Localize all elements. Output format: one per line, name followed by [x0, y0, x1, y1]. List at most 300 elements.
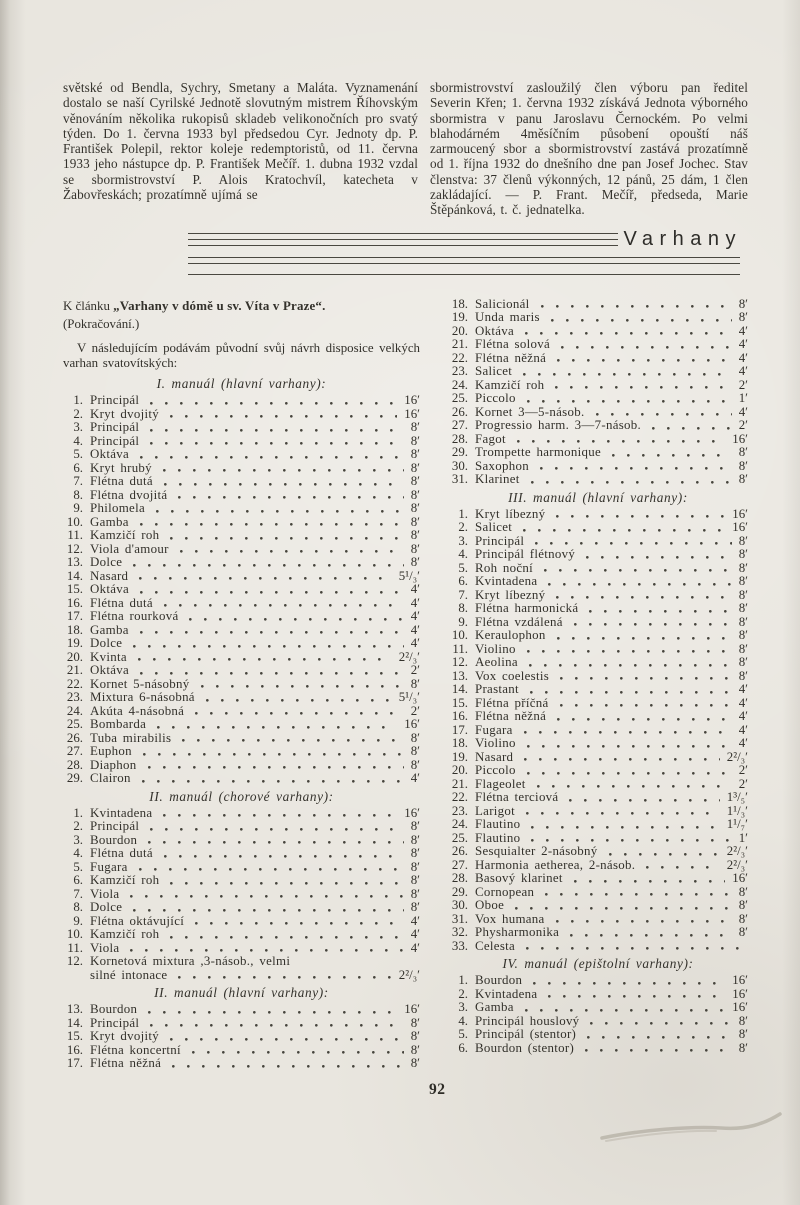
dot-leader — [170, 1038, 404, 1041]
stop-row — [63, 942, 420, 956]
stoplist-left-column — [63, 298, 420, 1071]
stop-pitch: 2²/₃′ — [398, 967, 420, 982]
stop-number: 16. — [451, 709, 468, 724]
dot-leader — [596, 413, 732, 416]
stop-row — [448, 751, 748, 765]
stop-row — [448, 311, 748, 325]
stop-name: Oktáva — [90, 663, 130, 678]
dot-leader — [530, 691, 732, 694]
stop-number: 27. — [451, 418, 468, 433]
stop-pitch: 16′ — [732, 520, 748, 535]
stop-name: Klarinet — [475, 472, 520, 487]
stop-row — [63, 969, 420, 983]
stop-row — [448, 899, 748, 913]
stop-row — [448, 974, 748, 988]
stop-pitch: 2′ — [738, 763, 748, 778]
manual-heading: III. manuál (hlavní varhany): — [508, 489, 688, 505]
stop-row — [63, 448, 420, 462]
dot-leader — [148, 841, 404, 844]
stop-name: Prastant — [475, 682, 519, 697]
stop-pitch: 8′ — [738, 655, 748, 670]
stop-name: Nasard — [475, 749, 514, 764]
dot-leader — [164, 855, 404, 858]
stop-pitch: 8′ — [738, 458, 748, 473]
stop-number: 27. — [66, 744, 83, 759]
dot-leader — [140, 672, 404, 675]
stop-name: Principál — [90, 433, 140, 448]
dot-leader — [586, 556, 732, 559]
stop-name: Principál houslový — [475, 1013, 580, 1028]
stop-pitch: 4′ — [410, 940, 420, 955]
stop-number: 9. — [73, 501, 83, 516]
dot-leader — [133, 909, 403, 912]
dot-leader — [140, 523, 404, 526]
stop-pitch: 2²/₃′ — [398, 649, 420, 664]
stop-name: Piccolo — [475, 763, 516, 778]
stop-name: Saxophon — [475, 458, 529, 473]
stop-row — [448, 1015, 748, 1029]
stop-name: Fagot — [475, 431, 506, 446]
stop-number: 17. — [451, 722, 468, 737]
stop-pitch: 8′ — [410, 676, 420, 691]
stop-name: Kryt hrubý — [90, 460, 152, 475]
stop-row — [448, 697, 748, 711]
divider-rule — [188, 263, 740, 264]
stop-pitch: 8′ — [738, 641, 748, 656]
stop-row — [63, 556, 420, 570]
stop-row — [63, 1017, 420, 1031]
manual-heading: II. manuál (chorové varhany): — [149, 788, 334, 804]
stop-number: 14. — [66, 1015, 83, 1030]
stop-row — [63, 901, 420, 915]
stop-pitch: 8′ — [738, 1040, 748, 1055]
dot-leader — [195, 922, 404, 925]
stop-pitch: 8′ — [738, 560, 748, 575]
dot-leader — [525, 1009, 726, 1012]
manual-heading: II. manuál (hlavní varhany): — [154, 985, 329, 1001]
stop-pitch: 4′ — [410, 595, 420, 610]
stop-row — [63, 570, 420, 584]
stop-name: Trompette harmonique — [475, 445, 602, 460]
stop-name: Vox humana — [475, 911, 545, 926]
dot-leader — [170, 537, 403, 540]
stop-name: Flétna dutá — [90, 846, 153, 861]
stop-number: 15. — [66, 1029, 83, 1044]
stop-number: 28. — [451, 431, 468, 446]
stop-name: Mixtura 6-násobná — [90, 690, 195, 705]
stop-row — [448, 629, 748, 643]
stop-pitch: 8′ — [410, 514, 420, 529]
stop-pitch: 16′ — [404, 393, 420, 408]
divider-rule — [188, 233, 618, 234]
stop-pitch: 8′ — [738, 601, 748, 616]
stop-number: 18. — [66, 622, 83, 637]
stop-name: Salicet — [475, 520, 513, 535]
stop-row — [448, 1028, 748, 1042]
stop-name: Flétna příčná — [475, 695, 549, 710]
stop-row — [63, 1044, 420, 1058]
stop-number: 24. — [451, 817, 468, 832]
stop-name: Flautino — [475, 830, 521, 845]
stop-name: Flétna něžná — [475, 350, 547, 365]
stop-number: 25. — [66, 717, 83, 732]
dot-leader — [150, 429, 403, 432]
stop-name: Roh noční — [475, 560, 534, 575]
stop-pitch: 16′ — [732, 506, 748, 521]
stop-pitch: 8′ — [738, 614, 748, 629]
stop-row — [63, 745, 420, 759]
stop-name: Kvintadena — [475, 574, 538, 589]
stop-row — [63, 807, 420, 821]
stop-number: 26. — [66, 730, 83, 745]
dot-leader — [130, 949, 403, 952]
dot-leader — [157, 726, 397, 729]
stop-row — [448, 778, 748, 792]
stop-number: 18. — [451, 736, 468, 751]
stoplist-section — [448, 956, 748, 1055]
dot-leader — [548, 995, 725, 998]
stop-row — [448, 325, 748, 339]
dot-leader — [143, 753, 404, 756]
stop-name: Bourdon — [90, 832, 138, 847]
stop-number: 24. — [451, 377, 468, 392]
stop-pitch: 8′ — [410, 474, 420, 489]
stop-name: Tuba mirabilis — [90, 730, 172, 745]
stop-pitch: 8′ — [738, 533, 748, 548]
stop-number: 30. — [451, 458, 468, 473]
stop-row — [63, 955, 420, 969]
stoplist-section — [63, 789, 420, 983]
stop-pitch: 8′ — [738, 445, 748, 460]
stop-name: Flétna vzdálená — [475, 614, 563, 629]
stop-number: 7. — [73, 474, 83, 489]
stop-number: 10. — [451, 628, 468, 643]
stop-number: 12. — [66, 954, 83, 969]
stop-pitch: 8′ — [410, 460, 420, 475]
stop-name: Dolce — [90, 636, 123, 651]
stoplist-section — [63, 985, 420, 1071]
stop-rows — [63, 807, 420, 983]
stop-name: Sesquialter 2-násobný — [475, 844, 598, 859]
stop-pitch: 2′ — [410, 703, 420, 718]
stop-pitch: 8′ — [410, 859, 420, 874]
dot-leader — [529, 664, 732, 667]
stop-row — [448, 365, 748, 379]
stop-name: Kamzičí roh — [475, 377, 545, 392]
dot-leader — [170, 882, 403, 885]
dot-leader — [574, 623, 732, 626]
stop-pitch: 8′ — [410, 744, 420, 759]
stop-number: 2. — [73, 406, 83, 421]
stop-row — [448, 406, 748, 420]
stop-number: 13. — [451, 668, 468, 683]
stop-row — [63, 502, 420, 516]
stop-row — [63, 718, 420, 732]
stop-pitch: 8′ — [738, 1027, 748, 1042]
stop-row — [63, 847, 420, 861]
stop-number: 28. — [451, 871, 468, 886]
stop-row — [63, 435, 420, 449]
dot-leader — [178, 496, 403, 499]
stop-name: Violino — [475, 736, 516, 751]
stop-number: 20. — [451, 763, 468, 778]
stop-number: 11. — [67, 940, 83, 955]
stop-pitch: 8′ — [410, 846, 420, 861]
stop-pitch: 8′ — [738, 574, 748, 589]
dot-leader — [589, 610, 731, 613]
stop-pitch: 4′ — [738, 709, 748, 724]
stop-name: Kamzičí roh — [90, 873, 160, 888]
stop-name: Oktáva — [90, 582, 130, 597]
stop-number: 17. — [66, 609, 83, 624]
stop-row — [63, 394, 420, 408]
stop-pitch: 2′ — [738, 418, 748, 433]
stop-pitch: 1¹/₇′ — [726, 817, 748, 832]
stop-pitch: 8′ — [738, 1013, 748, 1028]
stop-pitch: 4′ — [738, 337, 748, 352]
stop-row — [448, 338, 748, 352]
stop-pitch: 1′ — [738, 391, 748, 406]
dot-leader — [150, 402, 397, 405]
stop-row — [63, 928, 420, 942]
dot-leader — [195, 712, 404, 715]
dot-leader — [609, 853, 720, 856]
stop-number: 31. — [451, 911, 468, 926]
stop-row — [448, 575, 748, 589]
stop-number: 15. — [66, 582, 83, 597]
stop-row — [448, 845, 748, 859]
stop-row — [448, 886, 748, 900]
stop-number: 16. — [66, 1042, 83, 1057]
stop-pitch: 4′ — [738, 350, 748, 365]
stop-rows — [448, 508, 748, 954]
stop-pitch: 2′ — [738, 776, 748, 791]
stop-name: Larigot — [475, 803, 516, 818]
stop-row — [448, 872, 748, 886]
stop-row — [63, 888, 420, 902]
stop-pitch: 8′ — [410, 1056, 420, 1071]
stop-name: Kvintadena — [90, 805, 153, 820]
stop-pitch: 4′ — [738, 323, 748, 338]
stop-row — [63, 678, 420, 692]
dot-leader — [531, 826, 719, 829]
stop-number: 20. — [66, 649, 83, 664]
stop-name: Unda maris — [475, 310, 540, 325]
stop-row — [63, 759, 420, 773]
stop-name: Flétna dutá — [90, 474, 153, 489]
stop-row — [448, 818, 748, 832]
dot-leader — [585, 1049, 732, 1052]
stop-row — [448, 548, 748, 562]
dot-leader — [561, 346, 732, 349]
dot-leader — [541, 305, 732, 308]
stop-row — [448, 670, 748, 684]
stop-name: Flétna koncertní — [90, 1042, 181, 1057]
dot-leader — [612, 454, 732, 457]
stop-name: Bombarda — [90, 717, 147, 732]
dot-leader — [527, 400, 732, 403]
stop-name: Dolce — [90, 555, 123, 570]
stop-name: Principál (stentor) — [475, 1027, 577, 1042]
dot-leader — [557, 637, 732, 640]
dot-leader — [560, 704, 732, 707]
stop-name: Kornetová mixtura ,3-násob., velmi — [90, 954, 291, 969]
stop-row — [63, 772, 420, 786]
stop-name: Principál — [90, 420, 140, 435]
stop-name: Oktáva — [90, 447, 130, 462]
stop-number: 9. — [73, 913, 83, 928]
stop-number: 7. — [73, 886, 83, 901]
stop-row — [448, 460, 748, 474]
stop-name: Flautino — [475, 817, 521, 832]
stop-row — [63, 408, 420, 422]
stop-row — [448, 940, 748, 954]
stop-name: Flétna dutá — [90, 595, 153, 610]
section-divider — [188, 227, 742, 281]
stop-pitch: 8′ — [410, 832, 420, 847]
dot-leader — [148, 1011, 397, 1014]
stop-number: 13. — [66, 555, 83, 570]
stop-pitch: 4′ — [738, 695, 748, 710]
stop-row — [63, 529, 420, 543]
stop-number: 4. — [458, 1013, 468, 1028]
stop-name: Diaphon — [90, 757, 137, 772]
stop-row — [63, 732, 420, 746]
dot-leader — [170, 415, 397, 418]
stop-name: Bourdon — [90, 1002, 138, 1017]
stop-number: 5. — [458, 560, 468, 575]
stop-number: 19. — [66, 636, 83, 651]
stop-name: silné intonace — [90, 967, 168, 982]
stoplist-section — [448, 298, 748, 487]
dot-leader — [556, 596, 731, 599]
stop-name: Flétna oktávující — [90, 913, 185, 928]
top-right-paragraph: sbormistrovství zasloužilý člen výboru pan ředitel Severin Křen; 1. června 1932 získává Jednota výborného sbormistra v panu Jaroslavu Černockém. Po velmi blahodárném 4měsíčním působení opouští náš zarmoucený sbor a sbormistrovství zastává prozatímně od 1. října 1932 do dnešního dne pan Josef Jochec. Stav členstva: 37 členů výkonných, 12 pánů, 25 dám, 1 člen zakládající. — P. Frant. Mečíř, předseda, Marie Štěpánková, t. č. jednatelka. — [430, 80, 748, 218]
stop-number: 11. — [452, 641, 468, 656]
stop-name: Physharmonika — [475, 925, 560, 940]
article-title — [63, 298, 420, 314]
pencil-smudge — [596, 1102, 786, 1148]
dot-leader — [535, 542, 731, 545]
dot-leader — [525, 332, 732, 335]
stop-number: 8. — [73, 900, 83, 915]
stop-row — [63, 834, 420, 848]
stop-number: 16. — [66, 595, 83, 610]
stop-name: Vox coelestis — [475, 668, 550, 683]
stop-row — [448, 433, 748, 447]
stop-name: Cornopean — [475, 884, 535, 899]
stop-row — [448, 832, 748, 846]
stop-number: 1. — [73, 805, 83, 820]
stop-number: 29. — [451, 445, 468, 460]
stop-pitch: 8′ — [738, 911, 748, 926]
stop-number: 14. — [451, 682, 468, 697]
stop-number: 1. — [458, 973, 468, 988]
stop-pitch: 8′ — [410, 819, 420, 834]
stop-pitch: 8′ — [738, 925, 748, 940]
stop-row — [63, 624, 420, 638]
stop-name: Flétna harmonická — [475, 601, 579, 616]
stop-number: 27. — [451, 857, 468, 872]
stop-row — [448, 1042, 748, 1056]
dot-leader — [163, 469, 404, 472]
stop-rows — [448, 298, 748, 487]
stop-row — [448, 616, 748, 630]
stop-pitch: 4′ — [410, 582, 420, 597]
divider-rule — [188, 239, 618, 240]
stop-row — [63, 583, 420, 597]
stop-row — [63, 543, 420, 557]
stop-number: 25. — [451, 391, 468, 406]
stop-name: Aeolina — [475, 655, 518, 670]
stop-row — [448, 859, 748, 873]
stop-number: 26. — [451, 404, 468, 419]
stop-number: 15. — [451, 695, 468, 710]
stop-name: Fugara — [475, 722, 513, 737]
stop-rows — [63, 1003, 420, 1071]
stop-name: Flétna solová — [475, 337, 550, 352]
stop-name: Celesta — [475, 938, 516, 953]
stop-number: 22. — [451, 790, 468, 805]
stop-name: Bourdon — [475, 973, 523, 988]
stop-name: Gamba — [90, 622, 129, 637]
stop-name: Keraulophon — [475, 628, 546, 643]
stop-row — [63, 516, 420, 530]
dot-leader — [555, 386, 731, 389]
stop-name: Oboe — [475, 898, 505, 913]
dot-leader — [523, 529, 725, 532]
stop-row — [448, 926, 748, 940]
dot-leader — [140, 591, 404, 594]
dot-leader — [192, 1051, 404, 1054]
stop-name: Kvinta — [90, 649, 127, 664]
dot-leader — [156, 510, 404, 513]
stop-row — [63, 637, 420, 651]
dot-leader — [545, 893, 731, 896]
dot-leader — [189, 618, 403, 621]
stop-row — [63, 421, 420, 435]
dot-leader — [139, 577, 391, 580]
dot-leader — [526, 947, 741, 950]
stop-pitch: 8′ — [410, 757, 420, 772]
stop-row — [448, 1001, 748, 1015]
stop-row — [63, 1030, 420, 1044]
stop-pitch: 8′ — [410, 900, 420, 915]
stop-number: 11. — [67, 528, 83, 543]
stop-name: Basový klarinet — [475, 871, 563, 886]
stop-pitch: 16′ — [732, 431, 748, 446]
stop-name: Kryt dvojitý — [90, 1029, 159, 1044]
stop-number: 4. — [73, 433, 83, 448]
stop-pitch: 1³/₅′ — [726, 790, 748, 805]
stop-pitch: 4′ — [738, 722, 748, 737]
stop-number: 3. — [73, 420, 83, 435]
dot-leader — [540, 467, 732, 470]
stop-name: Bourdon (stentor) — [475, 1040, 575, 1055]
dot-leader — [206, 699, 392, 702]
stop-row — [448, 521, 748, 535]
dot-leader — [180, 550, 404, 553]
stop-name: Flétna terciová — [475, 790, 559, 805]
stop-name: Salicet — [475, 364, 513, 379]
stop-pitch: 5¹/₃′ — [398, 690, 420, 705]
stop-row — [63, 820, 420, 834]
stop-pitch: 16′ — [732, 973, 748, 988]
stop-rows — [448, 974, 748, 1055]
stop-number: 21. — [451, 337, 468, 352]
stop-number: 25. — [451, 830, 468, 845]
stop-pitch: 1′ — [738, 830, 748, 845]
